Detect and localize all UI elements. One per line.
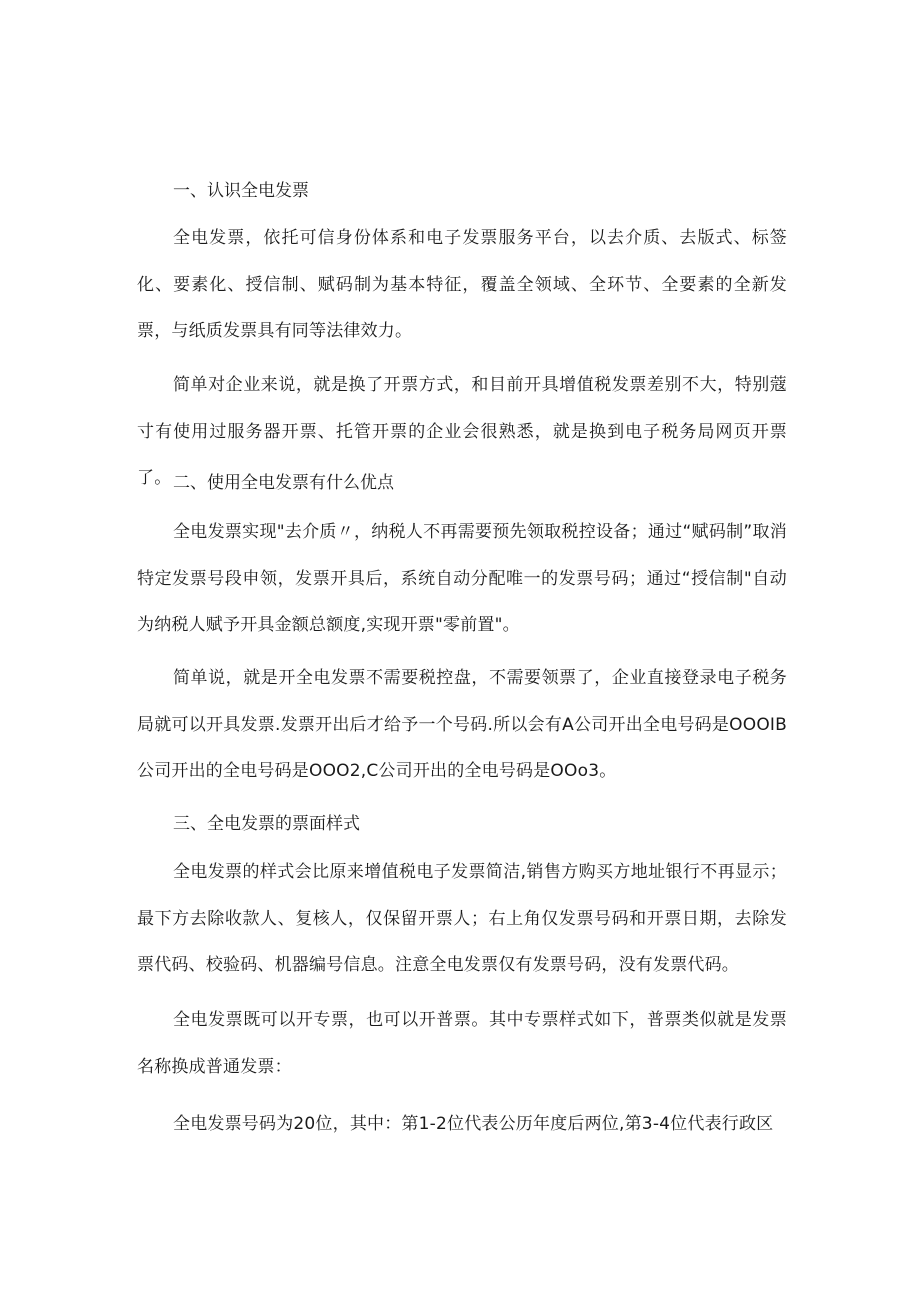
paragraph-3-1: 全电发票的样式会比原来增值税电子发票简洁,销售方购买方地址银行不再显示；最下方去除收款人、复核人，仅保留开票人；右上角仅发票号码和开票日期，去除发票代码、校验码、机器编号信息。注意全电发票仅有发票号码，没有发票代码。 <box>137 862 787 975</box>
section-heading-2: 二、使用全电发票有什么优点 <box>173 473 394 493</box>
paragraph-1-2: 简单对企业来说，就是换了开票方式，和目前开具增值税发票差别不大，特别蔻寸有使用过服务器开票、托管开票的企业会很熟悉，就是换到电子税务局网页开票了。 <box>137 375 787 488</box>
paragraph-2-2: 简单说，就是开全电发票不需要税控盘，不需要领票了，企业直接登录电子税务局就可以开具发票.发票开出后才给予一个号码.所以会有A公司开出全电号码是OOOIB公司开出的全电号码是OOO2,C公司开出的全电号码是OOo3。 <box>137 668 787 781</box>
section-heading-1: 一、认识全电发票 <box>173 181 309 201</box>
paragraph-1-1: 全电发票，依托可信身份体系和电子发票服务平台，以去介质、去版式、标签化、要素化、授信制、赋码制为基本特征，覆盖全领域、全环节、全要素的全新发票，与纸质发票具有同等法律效力。 <box>137 228 787 341</box>
paragraph-3-3: 全电发票号码为20位，其中：第1-2位代表公历年度后两位,第3-4位代表行政区 <box>173 1114 774 1134</box>
paragraph-2-1: 全电发票实现"去介质〃，纳税人不再需要预先领取税控设备；通过“赋码制”取消特定发票号段申领，发票开具后，系统自动分配唯一的发票号码；通过“授信制"自动为纳税人赋予开具金额总额度,实现开票"零前置"。 <box>137 522 787 635</box>
section-heading-3: 三、全电发票的票面样式 <box>173 814 360 834</box>
paragraph-3-2: 全电发票既可以开专票，也可以开普票。其中专票样式如下，普票类似就是发票名称换成普通发票： <box>137 1010 787 1077</box>
